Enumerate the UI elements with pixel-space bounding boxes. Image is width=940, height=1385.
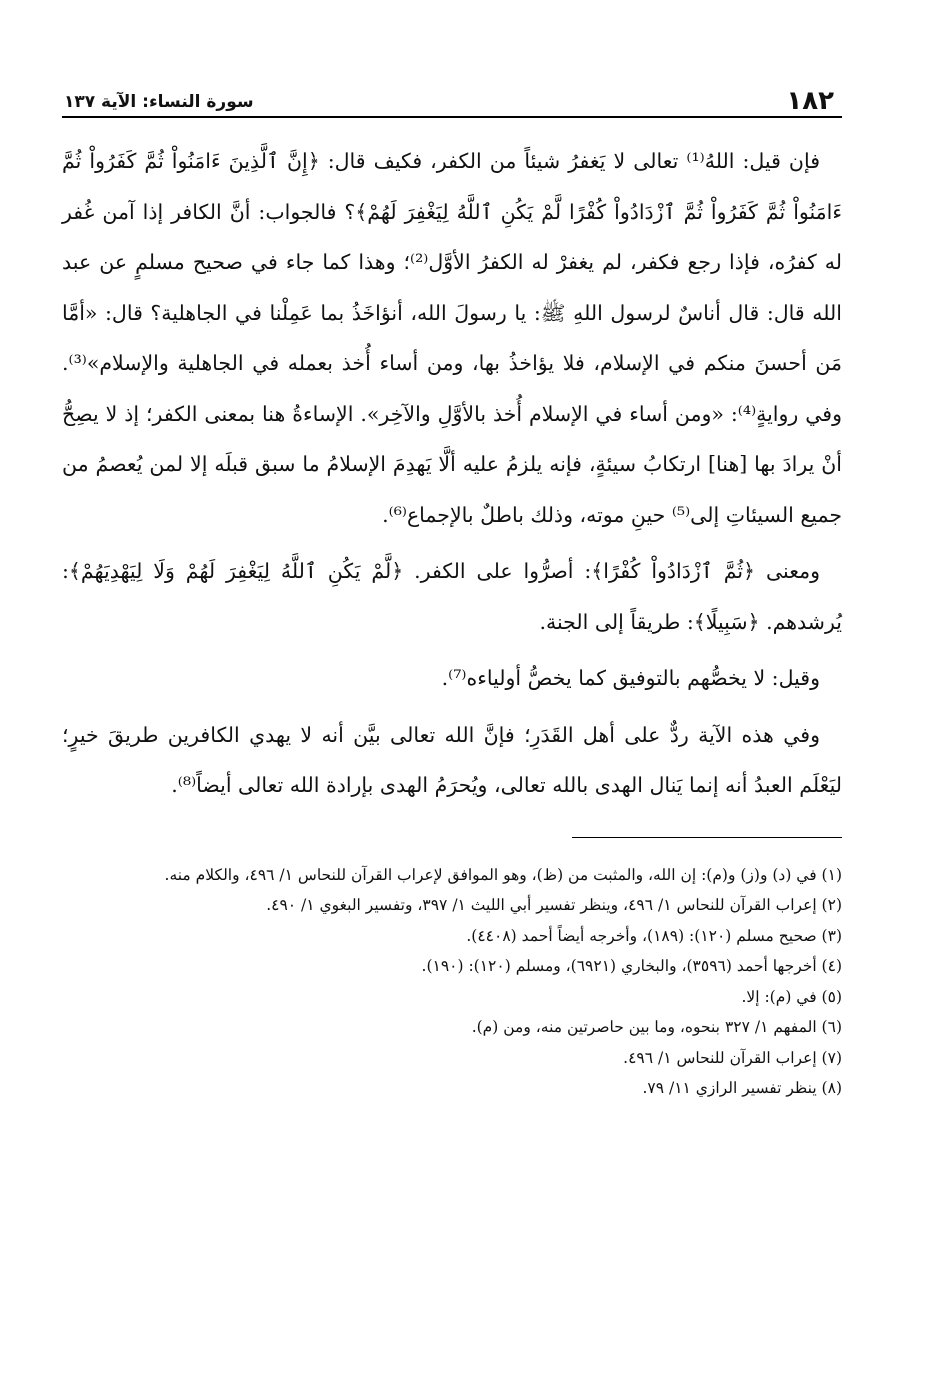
book-page <box>62 82 842 1104</box>
running-head: سورة النساء: الآية ١٣٧ <box>64 92 254 112</box>
footnote: (٢) إعراب القرآن للنحاس ١/ ٤٩٦، وينظر تفسير أبي الليث ١/ ٣٩٧، وتفسير البغوي ١/ ٤٩٠. <box>266 896 842 914</box>
footnote: (٨) ينظر تفسير الرازي ١١/ ٧٩. <box>642 1079 842 1097</box>
footnote-divider <box>572 837 842 838</box>
footnote: (٤) أخرجها أحمد (٣٥٩٦)، والبخاري (٦٩٢١)، ومسلم (١٢٠): (١٩٠). <box>421 957 842 975</box>
footnote: (٦) المفهم ١/ ٣٢٧ بنحوه، وما بين حاصرتين منه، ومن (م). <box>471 1018 842 1036</box>
paragraph: وقيل: لا يخصُّهم بالتوفيق كما يخصُّ أولياءه⁽⁷⁾. <box>441 666 820 690</box>
footnote: (٥) في (م): إلا. <box>741 987 842 1006</box>
page-header <box>62 82 842 118</box>
footnote: (٣) صحيح مسلم (١٢٠): (١٨٩)، وأخرجه أيضاً أحمد (٤٤٠٨). <box>466 926 842 945</box>
page-number: ١٨٢ <box>786 86 834 116</box>
footnote: (١) في (د) و(ز) و(م): إن الله، والمثبت من (ظ)، وهو الموافق لإعراب القرآن للنحاس ١/ ٤٩٦، والكلام منه. <box>164 865 842 884</box>
paragraph: وفي هذه الآية ردٌّ على أهل القَدَرِ؛ فإنَّ الله تعالى بيَّن أنه لا يهدي الكافرين طريقَ خيرٍ؛ ليَعْلَم العبدُ أنه إنما يَنال الهدى بالله تعالى، ويُحرَمُ الهدى بإرادة الله تعالى أيضاً⁽⁸⁾. <box>62 722 842 797</box>
main-text <box>62 136 842 811</box>
paragraph: ومعنى ﴿ثُمَّ ٱزْدَادُواْ كُفْرًا﴾: أصرُّوا على الكفر. ﴿لَّمْ يَكُنِ ٱللَّهُ لِيَغْفِرَ لَهُمْ وَلَا لِيَهْدِيَهُمْ﴾: يُرشدهم. ﴿سَبِيلًا﴾: طريقاً إلى الجنة. <box>62 559 842 634</box>
footnote: (٧) إعراب القرآن للنحاس ١/ ٤٩٦. <box>623 1048 842 1067</box>
paragraph: فإن قيل: اللهُ⁽¹⁾ تعالى لا يَغفرُ شيئاً من الكفر، فكيف قال: ﴿إِنَّ ٱلَّذِينَ ءَامَنُواْ ثُمَّ كَفَرُواْ ثُمَّ ءَامَنُواْ ثُمَّ كَفَرُواْ ثُمَّ ٱزْدَادُواْ كُفْرًا لَّمْ يَكُنِ ٱللَّهُ لِيَغْفِرَ لَهُمْ﴾؟ فالجواب: أنَّ الكافر إذا آمن غُفر له كفرُه، فإذا رجع فكفر، لم يغفرْ له الكفرُ الأوَّل⁽²⁾؛ وهذا كما جاء في صحيح مسلمٍ عن عبد الله قال: قال أناسٌ لرسول اللهِ ﷺ: يا رسولَ الله، أنؤاخَذُ بما عَمِلْنا في الجاهلية؟ قال: «أمَّا مَن أحسنَ منكم في الإسلام، فلا يؤاخذُ بها، ومن أساء أُخذ بعمله في الجاهلية والإسلام»⁽³⁾. وفي روايةٍ⁽⁴⁾: «ومن أساء في الإسلام أُخذ بالأوَّلِ والآخِر». الإساءةُ هنا بمعنى الكفر؛ إذ لا يصِحُّ أنْ يرادَ بها [هنا] ارتكابُ سيئةٍ، فإنه يلزمُ عليه ألَّا يَهدِمَ الإسلامُ ما سبق قبلَه إلا لمن يُعصمُ من جميع السيئاتِ إلى⁽⁵⁾ حينِ موته، وذلك باطلٌ بالإجماع⁽⁶⁾. <box>62 149 843 527</box>
footnotes <box>62 860 842 1104</box>
